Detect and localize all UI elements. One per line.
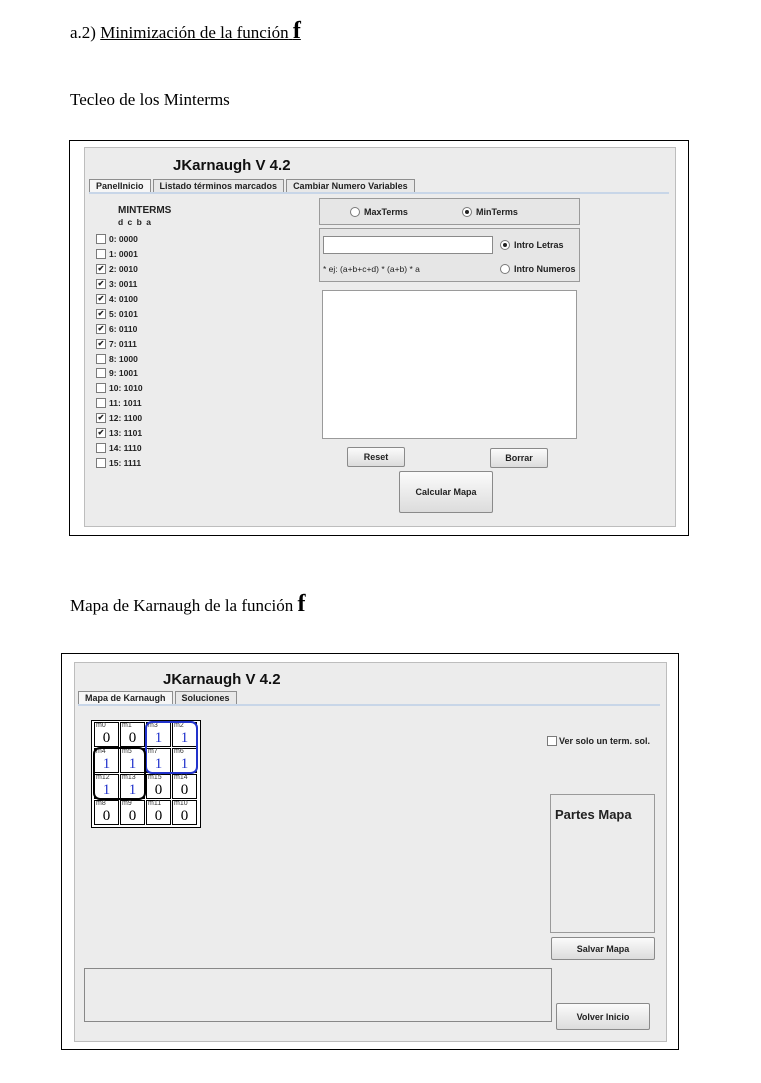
- app-title: JKarnaugh V 4.2: [173, 157, 291, 174]
- kmap-cell-minterm-label: m3: [148, 722, 158, 729]
- intro-numeros-radio[interactable]: [500, 264, 576, 274]
- volver-inicio-button[interactable]: Volver Inicio: [556, 1003, 650, 1030]
- f-symbol: f: [292, 18, 301, 44]
- f-symbol: f: [297, 591, 306, 617]
- kmap-cell[interactable]: [146, 800, 171, 825]
- section-title-text: Minimización de la función: [100, 23, 289, 42]
- checkbox-icon: [547, 736, 557, 746]
- tab-panel-inicio[interactable]: PanelInicio: [89, 179, 151, 193]
- maxterms-label: MaxTerms: [364, 207, 408, 217]
- expression-input[interactable]: [323, 236, 493, 254]
- kmap-cell-minterm-label: m2: [174, 722, 184, 729]
- minterm-checkbox-row[interactable]: [96, 277, 143, 292]
- checkbox-checked-icon[interactable]: ✔: [97, 264, 105, 274]
- kmap-cell[interactable]: [94, 722, 119, 747]
- subheading-minterms: Tecleo de los Minterms: [70, 90, 230, 109]
- jkarnaugh-window-2: [74, 662, 667, 1042]
- tab-divider: [78, 704, 660, 706]
- intro-letras-radio[interactable]: [500, 240, 564, 250]
- minterm-checkbox-row[interactable]: [96, 321, 143, 336]
- minterms-header: MINTERMS: [118, 205, 172, 216]
- kmap-cell-value: 1: [128, 756, 137, 772]
- kmap-cell-minterm-label: m15: [148, 774, 162, 781]
- salvar-mapa-button[interactable]: Salvar Mapa: [551, 937, 655, 960]
- tab-mapa-karnaugh[interactable]: Mapa de Karnaugh: [78, 691, 173, 705]
- kmap-cell-value: 0: [154, 782, 163, 798]
- minterm-label: 13: 1101: [109, 428, 143, 439]
- minterms-label: MinTerms: [476, 207, 518, 217]
- minterm-list: [96, 232, 143, 470]
- radio-selected-icon: [462, 207, 472, 217]
- kmap-cell-value: 0: [102, 730, 111, 746]
- kmap-cell-value: 1: [102, 782, 111, 798]
- checkbox-icon[interactable]: [96, 354, 106, 364]
- ver-solo-label: Ver solo un term. sol.: [559, 736, 651, 746]
- subheading-kmap: [70, 591, 306, 618]
- kmap-cell[interactable]: [120, 722, 145, 747]
- partes-mapa-title: Partes Mapa: [555, 807, 632, 822]
- example-hint: * ej: (a+b+c+d) * (a+b) * a: [323, 264, 420, 274]
- variables-header: d c b a: [118, 217, 152, 227]
- minterm-checkbox-row[interactable]: [96, 440, 143, 455]
- calcular-mapa-button[interactable]: Calcular Mapa: [399, 471, 493, 513]
- minterms-radio[interactable]: [462, 207, 518, 217]
- minterm-checkbox-row[interactable]: [96, 426, 143, 441]
- kmap-cell[interactable]: [172, 800, 197, 825]
- checkbox-icon[interactable]: [96, 383, 106, 393]
- kmap-cell-value: 1: [102, 756, 111, 772]
- checkbox-icon[interactable]: [96, 249, 106, 259]
- minterm-label: 10: 1010: [109, 383, 143, 394]
- minterm-checkbox-row[interactable]: [96, 366, 143, 381]
- screenshot-frame-2: [61, 653, 679, 1050]
- borrar-button[interactable]: Borrar: [490, 448, 548, 468]
- checkbox-checked-icon[interactable]: ✔: [97, 308, 105, 318]
- screenshot-frame-1: [69, 140, 689, 536]
- kmap-cell-value: 1: [154, 756, 163, 772]
- minterm-label: 6: 0110: [109, 323, 138, 334]
- kmap-cell-minterm-label: m13: [122, 774, 136, 781]
- tab-cambiar-variables[interactable]: Cambiar Numero Variables: [286, 179, 415, 193]
- kmap-cell-value: 1: [128, 782, 137, 798]
- checkbox-checked-icon[interactable]: ✔: [97, 294, 105, 303]
- minterm-label: 15: 1111: [109, 457, 142, 468]
- minterm-checkbox-row[interactable]: [96, 351, 143, 366]
- radio-icon: [350, 207, 360, 217]
- partes-mapa-panel: [550, 794, 655, 933]
- kmap-cell-value: 1: [154, 730, 163, 746]
- section-heading: [70, 18, 301, 45]
- minterm-checkbox-row[interactable]: [96, 262, 143, 277]
- ver-solo-checkbox[interactable]: [547, 736, 650, 746]
- kmap-cell-value: 0: [128, 808, 137, 824]
- checkbox-checked-icon[interactable]: ✔: [97, 338, 105, 348]
- radio-selected-icon: [500, 240, 510, 250]
- karnaugh-map: [91, 720, 201, 828]
- checkbox-icon[interactable]: [96, 458, 106, 468]
- kmap-cell-minterm-label: m14: [174, 774, 188, 781]
- kmap-cell-value: 0: [128, 730, 137, 746]
- status-textarea[interactable]: [84, 968, 552, 1022]
- kmap-group-black: [93, 747, 146, 800]
- checkbox-icon[interactable]: [96, 398, 106, 408]
- minterm-checkbox-row[interactable]: [96, 247, 143, 262]
- minterm-checkbox-row[interactable]: [96, 292, 143, 307]
- checkbox-checked-icon[interactable]: ✔: [97, 413, 105, 423]
- term-type-panel: [319, 198, 580, 225]
- minterm-label: 9: 1001: [109, 368, 138, 379]
- kmap-group-blue: [145, 721, 198, 774]
- minterm-checkbox-row[interactable]: [96, 396, 143, 411]
- minterm-label: 12: 1100: [109, 413, 143, 424]
- minterm-label: 14: 1110: [109, 442, 142, 453]
- checkbox-checked-icon[interactable]: ✔: [97, 279, 105, 289]
- app-title: JKarnaugh V 4.2: [163, 671, 281, 688]
- checkbox-icon[interactable]: [96, 443, 106, 453]
- minterm-checkbox-row[interactable]: [96, 306, 143, 321]
- kmap-cell-minterm-label: m7: [148, 748, 158, 755]
- section-label: a.2): [70, 23, 96, 42]
- minterm-label: 1: 0001: [109, 249, 138, 260]
- kmap-cell-value: 0: [180, 782, 189, 798]
- tab-listado[interactable]: Listado términos marcados: [153, 179, 285, 193]
- reset-button[interactable]: Reset: [347, 447, 405, 467]
- kmap-cell-value: 0: [180, 808, 189, 824]
- jkarnaugh-window-1: [84, 147, 676, 527]
- radio-icon: [500, 264, 510, 274]
- minterm-label: 7: 0111: [109, 338, 137, 349]
- kmap-cell[interactable]: [120, 800, 145, 825]
- minterm-checkbox-row[interactable]: [96, 336, 143, 351]
- kmap-cell-minterm-label: m9: [122, 800, 132, 807]
- kmap-cell-value: 1: [180, 756, 189, 772]
- kmap-cell-minterm-label: m4: [96, 748, 106, 755]
- kmap-cell[interactable]: [94, 800, 119, 825]
- kmap-cell-minterm-label: m1: [122, 722, 132, 729]
- minterm-checkbox-row[interactable]: [96, 381, 143, 396]
- minterm-checkbox-row[interactable]: [96, 411, 143, 426]
- section-title: [100, 18, 301, 44]
- checkbox-icon[interactable]: [96, 368, 106, 378]
- minterm-label: 3: 0011: [109, 279, 138, 290]
- tab-bar: [78, 691, 239, 705]
- minterm-label: 11: 1011: [109, 398, 142, 409]
- minterm-label: 5: 0101: [109, 308, 138, 319]
- checkbox-checked-icon[interactable]: ✔: [97, 428, 105, 438]
- kmap-cell-minterm-label: m8: [96, 800, 106, 807]
- minterm-label: 8: 1000: [109, 353, 138, 364]
- tab-bar: [89, 179, 417, 193]
- kmap-cell[interactable]: [172, 774, 197, 799]
- kmap-cell-minterm-label: m5: [122, 748, 132, 755]
- tab-divider: [89, 192, 669, 194]
- minterm-label: 2: 0010: [109, 264, 138, 275]
- checkbox-icon[interactable]: [96, 234, 106, 244]
- kmap-cell-value: 0: [102, 808, 111, 824]
- kmap-cell-minterm-label: m0: [96, 722, 106, 729]
- output-textarea[interactable]: [322, 290, 577, 439]
- intro-letras-label: Intro Letras: [514, 240, 564, 250]
- maxterms-radio[interactable]: [350, 207, 408, 217]
- minterm-label: 4: 0100: [109, 294, 138, 304]
- intro-numeros-label: Intro Numeros: [514, 264, 576, 274]
- checkbox-checked-icon[interactable]: ✔: [97, 323, 105, 333]
- minterm-checkbox-row[interactable]: [96, 455, 143, 470]
- kmap-cell-minterm-label: m6: [174, 748, 184, 755]
- tab-soluciones[interactable]: Soluciones: [175, 691, 237, 705]
- kmap-cell-minterm-label: m10: [174, 800, 188, 807]
- kmap-cell-minterm-label: m12: [96, 774, 110, 781]
- input-panel: [319, 228, 580, 282]
- kmap-cell-value: 0: [154, 808, 163, 824]
- subheading-kmap-text: Mapa de Karnaugh de la función: [70, 596, 294, 615]
- minterm-checkbox-row[interactable]: [96, 232, 143, 247]
- kmap-cell-minterm-label: m11: [148, 800, 162, 807]
- kmap-cell[interactable]: [146, 774, 171, 799]
- minterm-label: 0: 0000: [109, 234, 138, 245]
- kmap-cell-value: 1: [180, 730, 189, 746]
